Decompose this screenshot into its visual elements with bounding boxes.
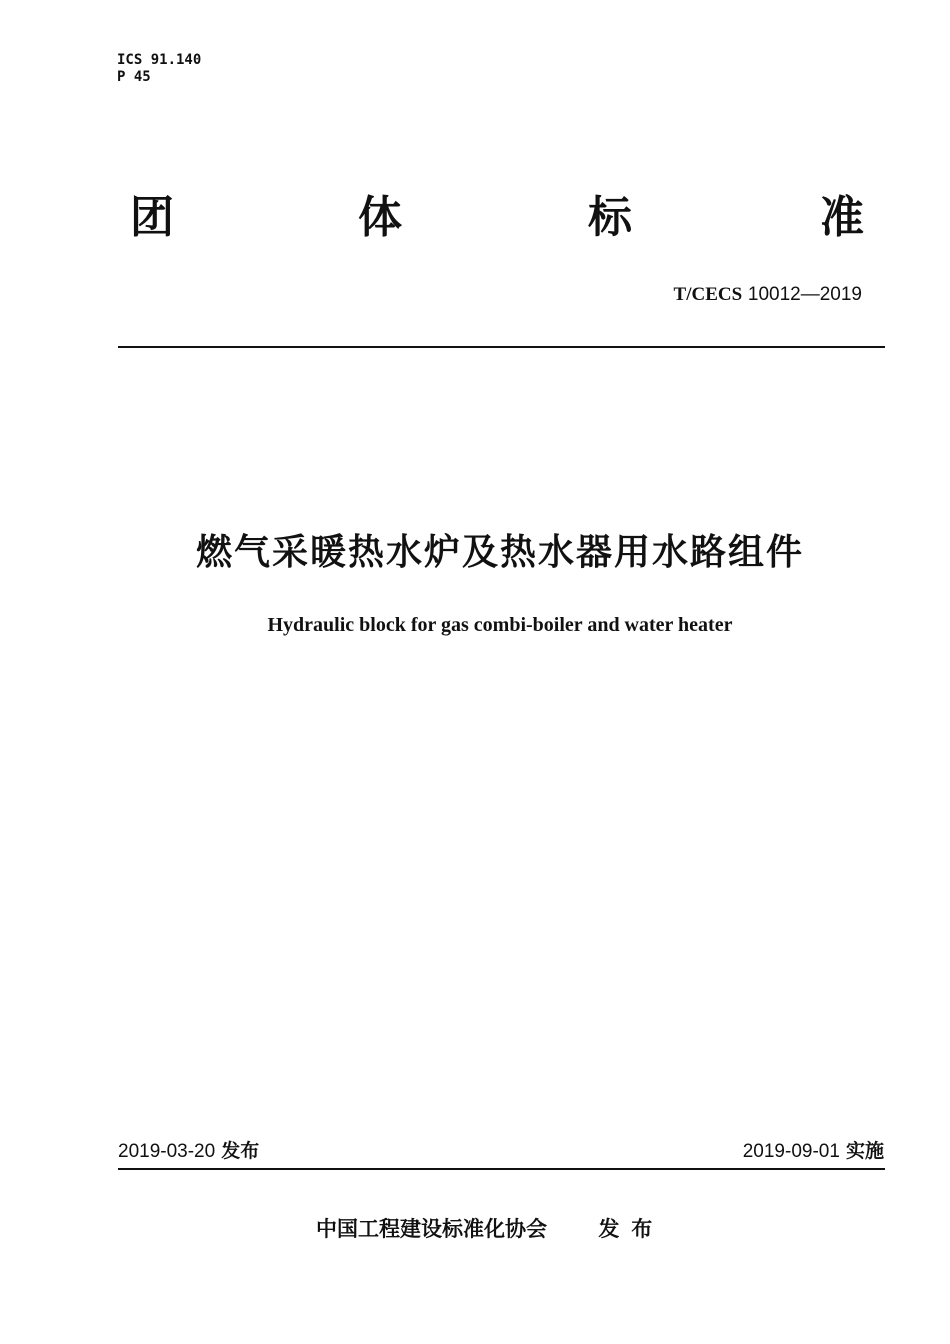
issue-date: 2019-03-20 bbox=[118, 1141, 216, 1162]
title-english: Hydraulic block for gas combi-boiler and water heater bbox=[267, 614, 733, 636]
publisher-line bbox=[316, 1214, 664, 1244]
classification-codes bbox=[117, 52, 201, 86]
top-divider bbox=[118, 346, 885, 348]
ccs-code: P 45 bbox=[117, 69, 151, 85]
implement-date: 2019-09-01 bbox=[742, 1141, 840, 1162]
bottom-divider bbox=[118, 1168, 885, 1170]
issue-label: 发布 bbox=[221, 1140, 260, 1162]
publisher-action: 发布 bbox=[598, 1217, 665, 1241]
title-chinese: 燃气采暖热水炉及热水器用水路组件 bbox=[195, 532, 804, 573]
issue-date-line bbox=[118, 1138, 259, 1165]
standard-type-char: 准 bbox=[820, 192, 864, 243]
publisher-name: 中国工程建设标准化协会 bbox=[316, 1217, 547, 1241]
standard-type-heading bbox=[130, 188, 875, 248]
standard-number-prefix: T/CECS bbox=[673, 284, 743, 305]
standard-type-char: 团 bbox=[130, 192, 174, 243]
standard-type-char: 标 bbox=[588, 192, 632, 243]
standard-number bbox=[674, 282, 862, 308]
standard-number-value: 10012—2019 bbox=[747, 284, 862, 305]
implement-date-line bbox=[743, 1138, 884, 1165]
implement-label: 实施 bbox=[845, 1140, 884, 1162]
ics-code: ICS 91.140 bbox=[117, 52, 202, 68]
standard-type-char: 体 bbox=[358, 192, 402, 243]
